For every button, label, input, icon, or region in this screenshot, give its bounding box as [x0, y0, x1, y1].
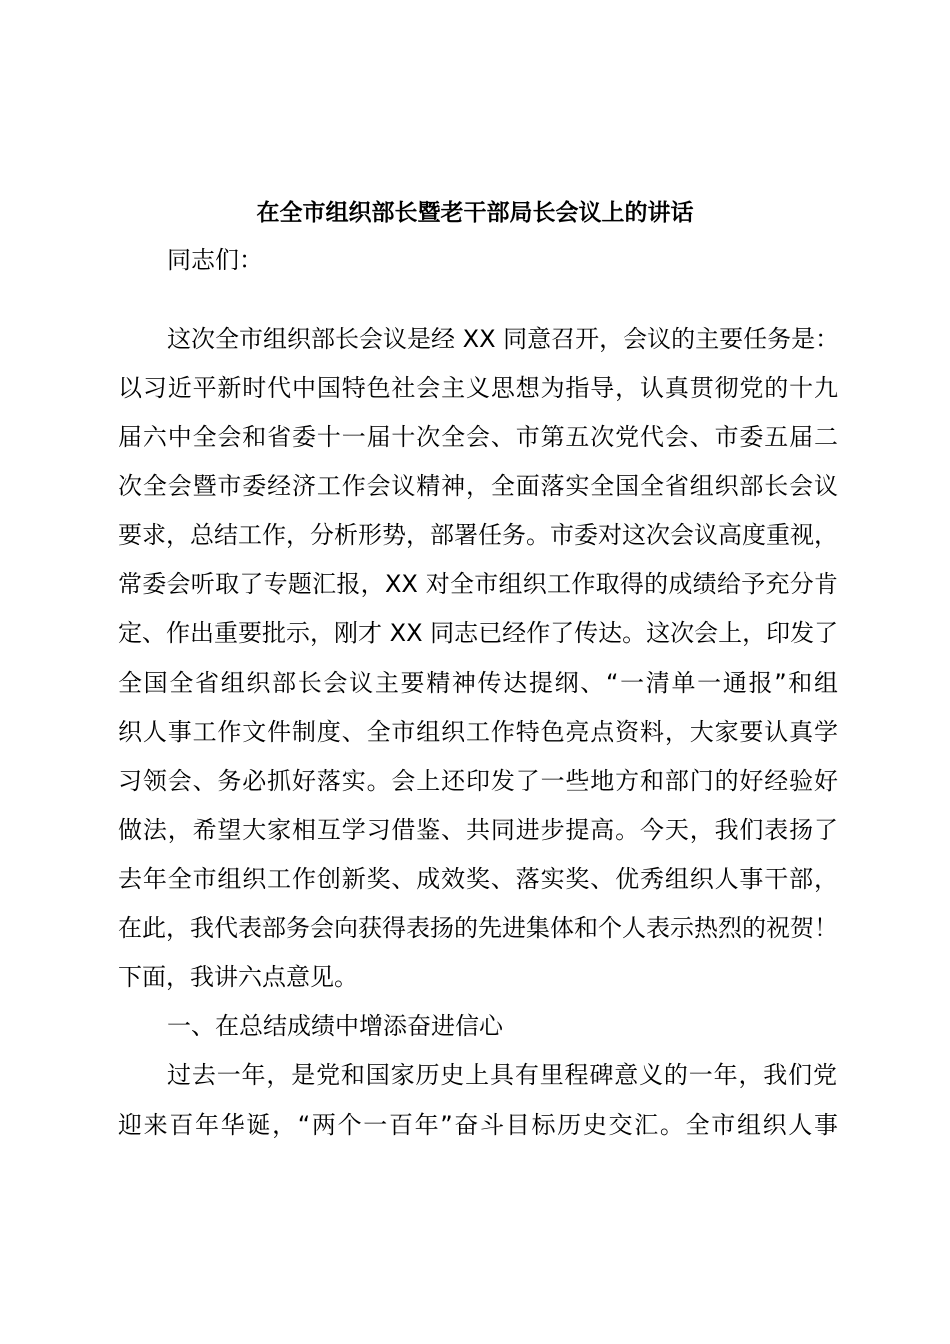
paragraph-line: 定、作出重要批示，刚才 XX 同志已经作了传达。这次会上，印发了	[118, 619, 839, 647]
paragraph-line: 次全会暨市委经济工作会议精神，全面落实全国全省组织部长会议	[118, 472, 838, 500]
paragraph-line: 常委会听取了专题汇报，XX 对全市组织工作取得的成绩给予充分肯	[118, 570, 838, 598]
section-heading: 一、在总结成绩中增添奋进信心	[167, 1012, 503, 1040]
paragraph-line: 以习近平新时代中国特色社会主义思想为指导，认真贯彻党的十九	[118, 374, 838, 402]
paragraph-line: 过去一年，是党和国家历史上具有里程碑意义的一年，我们党	[167, 1061, 837, 1089]
paragraph-line: 届六中全会和省委十一届十次全会、市第五次党代会、市委五届二	[118, 423, 838, 451]
paragraph-line: 要求，总结工作，分析形势，部署任务。市委对这次会议高度重视，	[118, 521, 838, 549]
paragraph-line: 去年全市组织工作创新奖、成效奖、落实奖、优秀组织人事干部，	[118, 865, 838, 893]
paragraph-line: 在此，我代表部务会向获得表扬的先进集体和个人表示热烈的祝贺！	[118, 914, 838, 942]
paragraph-line: 织人事工作文件制度、全市组织工作特色亮点资料，大家要认真学	[118, 718, 838, 746]
salutation: 同志们：	[167, 246, 263, 274]
paragraph-line: 下面，我讲六点意见。	[118, 963, 358, 991]
paragraph-line: 迎来百年华诞，“两个一百年”奋斗目标历史交汇。全市组织人事	[118, 1111, 838, 1139]
paragraph-line: 全国全省组织部长会议主要精神传达提纲、“一清单一通报”和组	[118, 669, 838, 697]
paragraph-line: 习领会、务必抓好落实。会上还印发了一些地方和部门的好经验好	[118, 767, 838, 795]
document-title: 在全市组织部长暨老干部局长会议上的讲话	[256, 200, 694, 226]
paragraph-line: 这次全市组织部长会议是经 XX 同意召开，会议的主要任务是：	[167, 325, 840, 353]
paragraph-line: 做法，希望大家相互学习借鉴、共同进步提高。今天，我们表扬了	[118, 816, 838, 844]
